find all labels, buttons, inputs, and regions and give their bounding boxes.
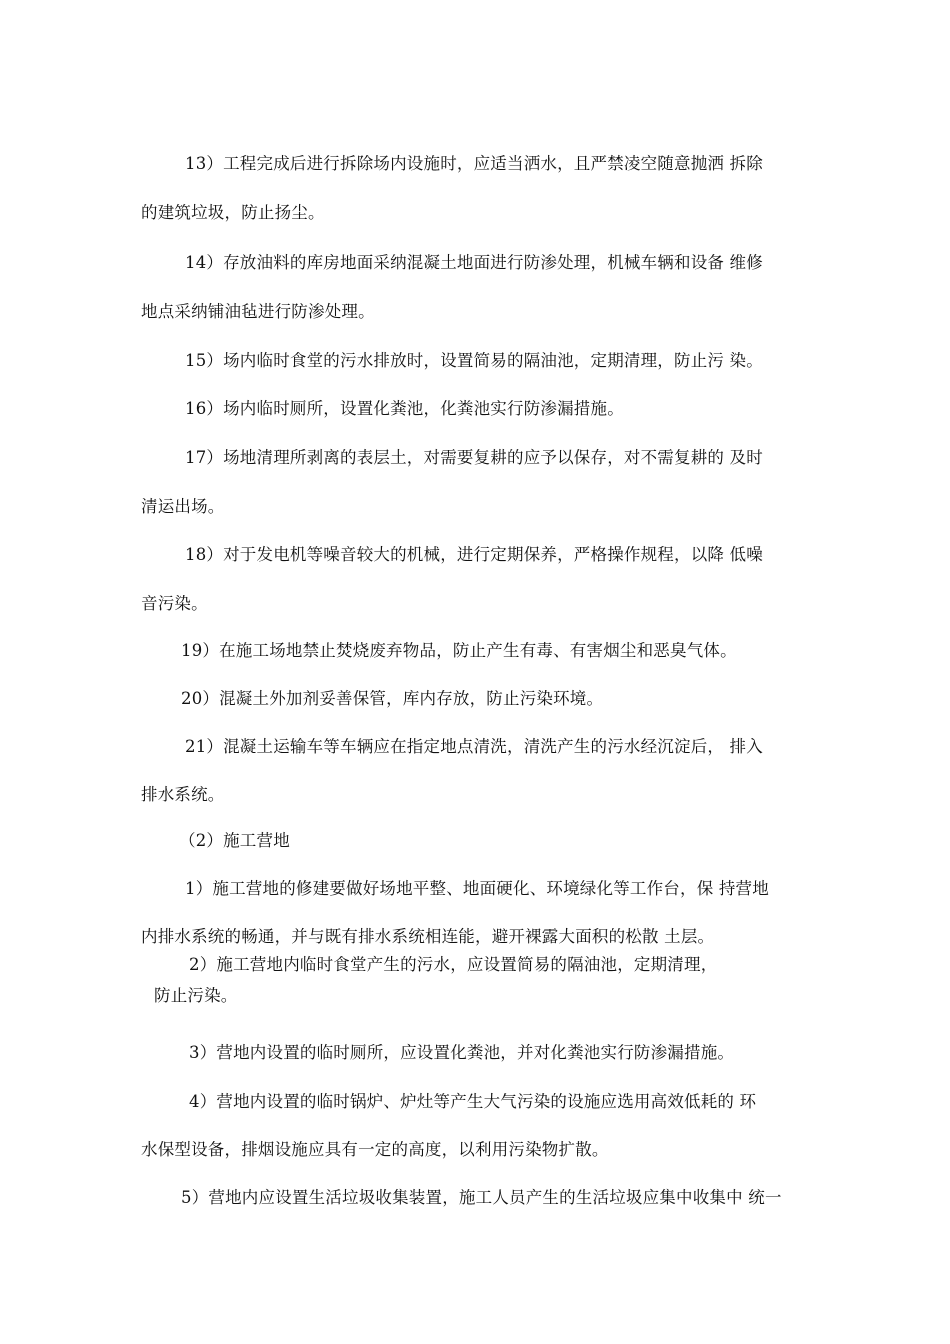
text-line: 音污染。 bbox=[141, 594, 208, 613]
section-heading: （2）施工营地 bbox=[179, 831, 290, 850]
text-line: 水保型设备，排烟设施应具有一定的高度，以利用污染物扩散。 bbox=[141, 1140, 609, 1159]
text-line: 内排水系统的畅通，并与既有排水系统相连能，避开裸露大面积的松散 土层。 bbox=[141, 927, 715, 946]
text-line: 清运出场。 bbox=[141, 497, 225, 516]
text-line: 13）工程完成后进行拆除场内设施时，应适当洒水，且严禁凌空随意抛洒 拆除 bbox=[185, 154, 763, 173]
text-line: 20）混凝土外加剂妥善保管，库内存放，防止污染环境。 bbox=[181, 689, 604, 708]
text-line: 的建筑垃圾，防止扬尘。 bbox=[141, 203, 325, 222]
text-line: 16）场内临时厕所，设置化粪池，化粪池实行防渗漏措施。 bbox=[185, 399, 624, 418]
text-line: 19）在施工场地禁止焚烧废弃物品，防止产生有毒、有害烟尘和恶臭气体。 bbox=[181, 641, 737, 660]
text-line: 14）存放油料的库房地面采纳混凝土地面进行防渗处理，机械车辆和设备 维修 bbox=[185, 253, 763, 272]
text-line: 21）混凝土运输车等车辆应在指定地点清洗，清洗产生的污水经沉淀后， 排入 bbox=[185, 737, 763, 756]
text-line: 3）营地内设置的临时厕所，应设置化粪池，并对化粪池实行防渗漏措施。 bbox=[189, 1043, 735, 1062]
text-line: 2）施工营地内临时食堂产生的污水，应设置简易的隔油池，定期清理， bbox=[189, 955, 718, 974]
text-line: 防止污染。 bbox=[154, 986, 238, 1005]
text-line: 排水系统。 bbox=[141, 785, 225, 804]
text-line: 18）对于发电机等噪音较大的机械，进行定期保养，严格操作规程，以降 低噪 bbox=[185, 545, 763, 564]
text-line: 5）营地内应设置生活垃圾收集装置，施工人员产生的生活垃圾应集中收集中 统一 bbox=[181, 1188, 782, 1207]
text-line: 15）场内临时食堂的污水排放时，设置简易的隔油池，定期清理，防止污 染。 bbox=[185, 351, 763, 370]
text-line: 4）营地内设置的临时锅炉、炉灶等产生大气污染的设施应选用高效低耗的 环 bbox=[189, 1092, 757, 1111]
text-line: 17）场地清理所剥离的表层土，对需要复耕的应予以保存，对不需复耕的 及时 bbox=[185, 448, 763, 467]
text-line: 1）施工营地的修建要做好场地平整、地面硬化、环境绿化等工作台，保 持营地 bbox=[185, 879, 769, 898]
text-line: 地点采纳铺油毡进行防渗处理。 bbox=[141, 302, 375, 321]
